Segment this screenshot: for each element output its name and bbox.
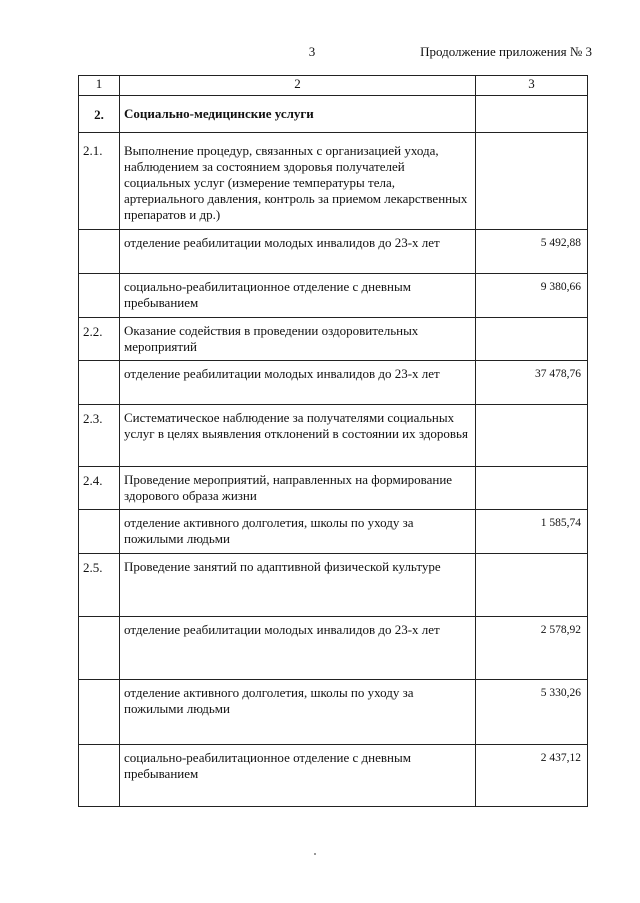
row-value [476, 96, 588, 133]
row-value [476, 467, 588, 510]
row-number: 2.1. [79, 133, 120, 230]
row-text: Выполнение процедур, связанных с организацией ухода, наблюдением за состоянием здоровья получателей социальных услуг (измерение температуры тела, артериального давления, контроль за приемом лекарственных препаратов и др.) [120, 133, 476, 230]
row-value: 2 578,92 [476, 617, 588, 680]
table-row [79, 617, 588, 680]
table-row [79, 467, 588, 510]
row-number [79, 361, 120, 405]
row-value [476, 405, 588, 467]
row-number [79, 680, 120, 745]
row-value: 2 437,12 [476, 745, 588, 807]
row-number [79, 510, 120, 554]
row-text: социально-реабилитационное отделение с дневным пребыванием [120, 274, 476, 318]
row-number [79, 617, 120, 680]
appendix-continuation-label: Продолжение приложения № 3 [420, 44, 592, 59]
row-number [79, 274, 120, 318]
row-text: Систематическое наблюдение за получателями социальных услуг в целях выявления отклонений в состоянии их здоровья [120, 405, 476, 467]
row-text: Оказание содействия в проведении оздоровительных мероприятий [120, 318, 476, 361]
table-row [79, 96, 588, 133]
scan-speck [314, 853, 316, 855]
table-row [79, 230, 588, 274]
table-row [79, 510, 588, 554]
services-table [78, 75, 588, 807]
row-number: 2. [79, 96, 120, 133]
column-header: 2 [120, 76, 476, 96]
table-row [79, 361, 588, 405]
table-row [79, 274, 588, 318]
table-row [79, 318, 588, 361]
table-header-row [79, 76, 588, 96]
row-text: отделение активного долголетия, школы по уходу за пожилыми людьми [120, 510, 476, 554]
row-text: отделение реабилитации молодых инвалидов до 23-х лет [120, 617, 476, 680]
page-number: 3 [308, 44, 316, 59]
table-row [79, 680, 588, 745]
table-row [79, 405, 588, 467]
row-text: отделение активного долголетия, школы по уходу за пожилыми людьми [120, 680, 476, 745]
row-number: 2.5. [79, 554, 120, 617]
row-number [79, 230, 120, 274]
table-row [79, 745, 588, 807]
column-header: 3 [476, 76, 588, 96]
row-text: отделение реабилитации молодых инвалидов до 23-х лет [120, 230, 476, 274]
table-row [79, 554, 588, 617]
row-text: Проведение мероприятий, направленных на формирование здорового образа жизни [120, 467, 476, 510]
row-value: 5 492,88 [476, 230, 588, 274]
column-header: 1 [79, 76, 120, 96]
row-value [476, 554, 588, 617]
section-title: Социально-медицинские услуги [120, 96, 476, 133]
row-text: социально-реабилитационное отделение с дневным пребыванием [120, 745, 476, 807]
table-row [79, 133, 588, 230]
row-number: 2.2. [79, 318, 120, 361]
row-text: отделение реабилитации молодых инвалидов до 23-х лет [120, 361, 476, 405]
row-value [476, 318, 588, 361]
row-text: Проведение занятий по адаптивной физической культуре [120, 554, 476, 617]
row-value: 1 585,74 [476, 510, 588, 554]
row-number: 2.3. [79, 405, 120, 467]
row-value [476, 133, 588, 230]
row-value: 37 478,76 [476, 361, 588, 405]
row-number [79, 745, 120, 807]
row-number: 2.4. [79, 467, 120, 510]
row-value: 5 330,26 [476, 680, 588, 745]
row-value: 9 380,66 [476, 274, 588, 318]
